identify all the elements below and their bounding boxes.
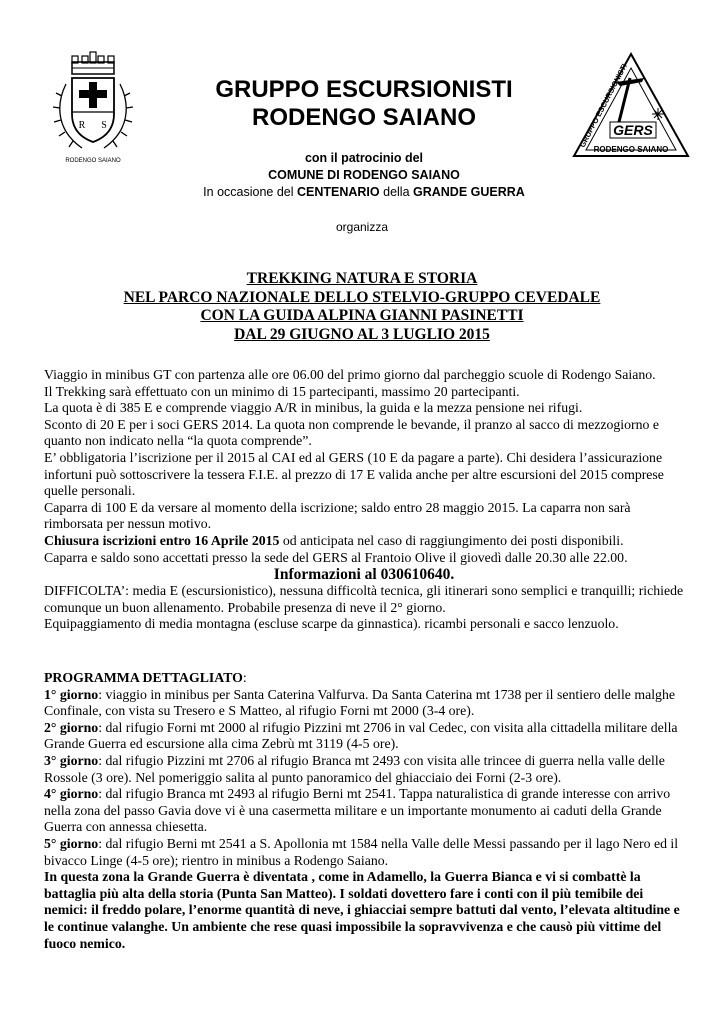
occasion-centenario: CENTENARIO (296, 185, 380, 199)
closing-date-rest: od anticipata nel caso di raggiungimento dei posti disponibili. (279, 532, 624, 548)
patronage-line: con il patrocinio del (304, 151, 424, 165)
participants-paragraph: Il Trekking sarà effettuato con un minimo di 15 partecipanti, massimo 20 partecipanti. (44, 383, 520, 399)
insurance-paragraph: E’ obbligatoria l’iscrizione per il 2015 al CAI ed al GERS (10 E da pagare a parte). Chi desidera l’assicurazione infortuni può sottoscrivere la tessera F.I.E. al prezzo di 17 E valida anche per altre escursioni del 2015 comprese quelle personali. (44, 449, 664, 499)
program-heading (44, 670, 684, 687)
equipment-paragraph: Equipaggiamento di media montagna (escluse scarpe da ginnastica). ricambi personali e sacco lenzuolo. (44, 616, 619, 632)
day-label: 5° giorno (44, 835, 99, 851)
discount-paragraph: Sconto di 20 E per i soci GERS 2014. La quota non comprende le bevande, il pranzo al sacco di mezzogiorno e quanto non indicato nella “la quota comprende”. (44, 416, 659, 449)
payment-paragraph: Caparra e saldo sono accettati presso la sede del GERS al Frantoio Olive il giovedì dalle 20.30 alle 22.00. (44, 549, 628, 565)
program-heading-text: PROGRAMMA DETTAGLIATO (44, 670, 243, 685)
event-title-line-3: CON LA GUIDA ALPINA GIANNI PASINETTI (200, 307, 524, 324)
comune-coat-of-arms-logo (52, 48, 134, 166)
program-day-5 (44, 836, 684, 869)
program-day-1 (44, 687, 684, 720)
details-section (44, 367, 684, 633)
program-section (44, 670, 684, 952)
coat-letter-s: S (101, 120, 107, 131)
difficulty-paragraph: DIFFICOLTA’: media E (escursionistico), nessuna difficoltà tecnica, gli itinerari sono semplici e tranquilli; richiede comunque un buon allenamento. Probabile presenza di neve il 2° giorno. (44, 583, 684, 615)
day-text: : viaggio in minibus per Santa Caterina Valfurva. Da Santa Caterina mt 1738 per il sentiero delle malghe Confinale, con vista su Tresero e S Matteo, al rifugio Forni mt 2000 (3-4 ore). (44, 686, 675, 719)
quota-paragraph: La quota è di 385 E e comprende viaggio A/R in minibus, la guida e la mezza pensione nei rifugi. (44, 400, 583, 416)
gers-badge: GERS (613, 122, 653, 138)
coat-caption: RODENGO SAIANO (65, 158, 121, 164)
gers-ring-text: GRUPPO ESCURSIONISTI (577, 62, 629, 149)
patronage-block (120, 150, 608, 201)
closing-date-bold: Chiusura iscrizioni entro 16 Aprile 2015 (44, 532, 280, 548)
day-text: : dal rifugio Pizzini mt 2706 al rifugio Branca mt 2493 con visita alle trincee di guerra nella valle delle Rossole (3 ore). Nel pomeriggio salita al punto panoramico del ghiacciaio dei Forni (2-3 ore). (44, 752, 665, 785)
program-heading-colon: : (242, 670, 247, 685)
gers-caption: RODENGO SAIANO (593, 145, 669, 154)
coat-letter-r: R (78, 120, 86, 131)
info-phone: Informazioni al 030610640. (273, 566, 455, 584)
history-closing-paragraph: In questa zona la Grande Guerra è diventata , come in Adamello, la Guerra Bianca e vi si combattè la battaglia più alta della storia (Punta San Matteo). I soldati dovettero fare i conti con il più temibile dei nemici: il freddo polare, l’enorme quantità di neve, i ghiacciai sempre battuti dal vento, l’elevata altitudine e le continue valanghe. Un ambiente che rese quasi impossibile la sopravvivenza e che causò più vittime del fuoco nemico. (44, 869, 680, 951)
title-line-1: GRUPPO ESCURSIONISTI (215, 76, 513, 103)
occasion-mid: della (379, 185, 413, 199)
travel-paragraph: Viaggio in minibus GT con partenza alle ore 06.00 del primo giorno dal parcheggio scuole di Rodengo Saiano. (44, 367, 656, 382)
day-label: 2° giorno (44, 719, 99, 735)
day-label: 3° giorno (44, 752, 99, 768)
event-title-line-1: TREKKING NATURA E STORIA (246, 270, 478, 287)
event-title-line-2: NEL PARCO NAZIONALE DELLO STELVIO-GRUPPO CEVEDALE (123, 288, 601, 306)
day-text: : dal rifugio Berni mt 2541 a S. Apollonia mt 1584 nella Valle delle Messi passando per il lago Nero ed il bivacco Linge (4-5 ore); rientro in minibus a Rodengo Saiano. (44, 835, 679, 868)
occasion-pre: In occasione del (203, 185, 297, 199)
day-text: : dal rifugio Forni mt 2000 al rifugio Pizzini mt 2706 in val Cedec, con visita alla cittadella militare della Grande Guerra ed escursione alla cima Zebrù mt 3119 (4-5 ore). (44, 719, 678, 752)
day-text: : dal rifugio Branca mt 2493 al rifugio Berni mt 2541. Tappa naturalistica di grande interesse con arrivo nella zona del passo Gavia dove vi è una casermetta militare e un importante monumento ai caduti della Grande Guerra con annessa chiesetta. (44, 786, 671, 835)
program-day-2 (44, 720, 684, 753)
comune-line: COMUNE DI RODENGO SAIANO (268, 168, 460, 182)
organization-title (150, 76, 578, 132)
crown-icon (72, 52, 114, 74)
shield-icon (72, 78, 114, 142)
day-label: 4° giorno (44, 786, 99, 802)
closing-date-paragraph (44, 533, 684, 550)
occasion-line (120, 184, 608, 201)
title-line-2: RODENGO SAIANO (251, 104, 476, 131)
program-day-4 (44, 786, 684, 836)
event-dates: DAL 29 GIUGNO AL 3 LUGLIO 2015 (234, 325, 490, 343)
program-day-3 (44, 753, 684, 786)
deposit-paragraph: Caparra di 100 E da versare al momento della iscrizione; saldo entro 28 maggio 2015. La caparra non sarà rimborsata per nessun motivo. (44, 499, 631, 532)
event-title (40, 270, 684, 344)
occasion-grande-guerra: GRANDE GUERRA (413, 185, 525, 199)
organizza-label: organizza (335, 220, 389, 234)
day-label: 1° giorno (44, 686, 99, 702)
